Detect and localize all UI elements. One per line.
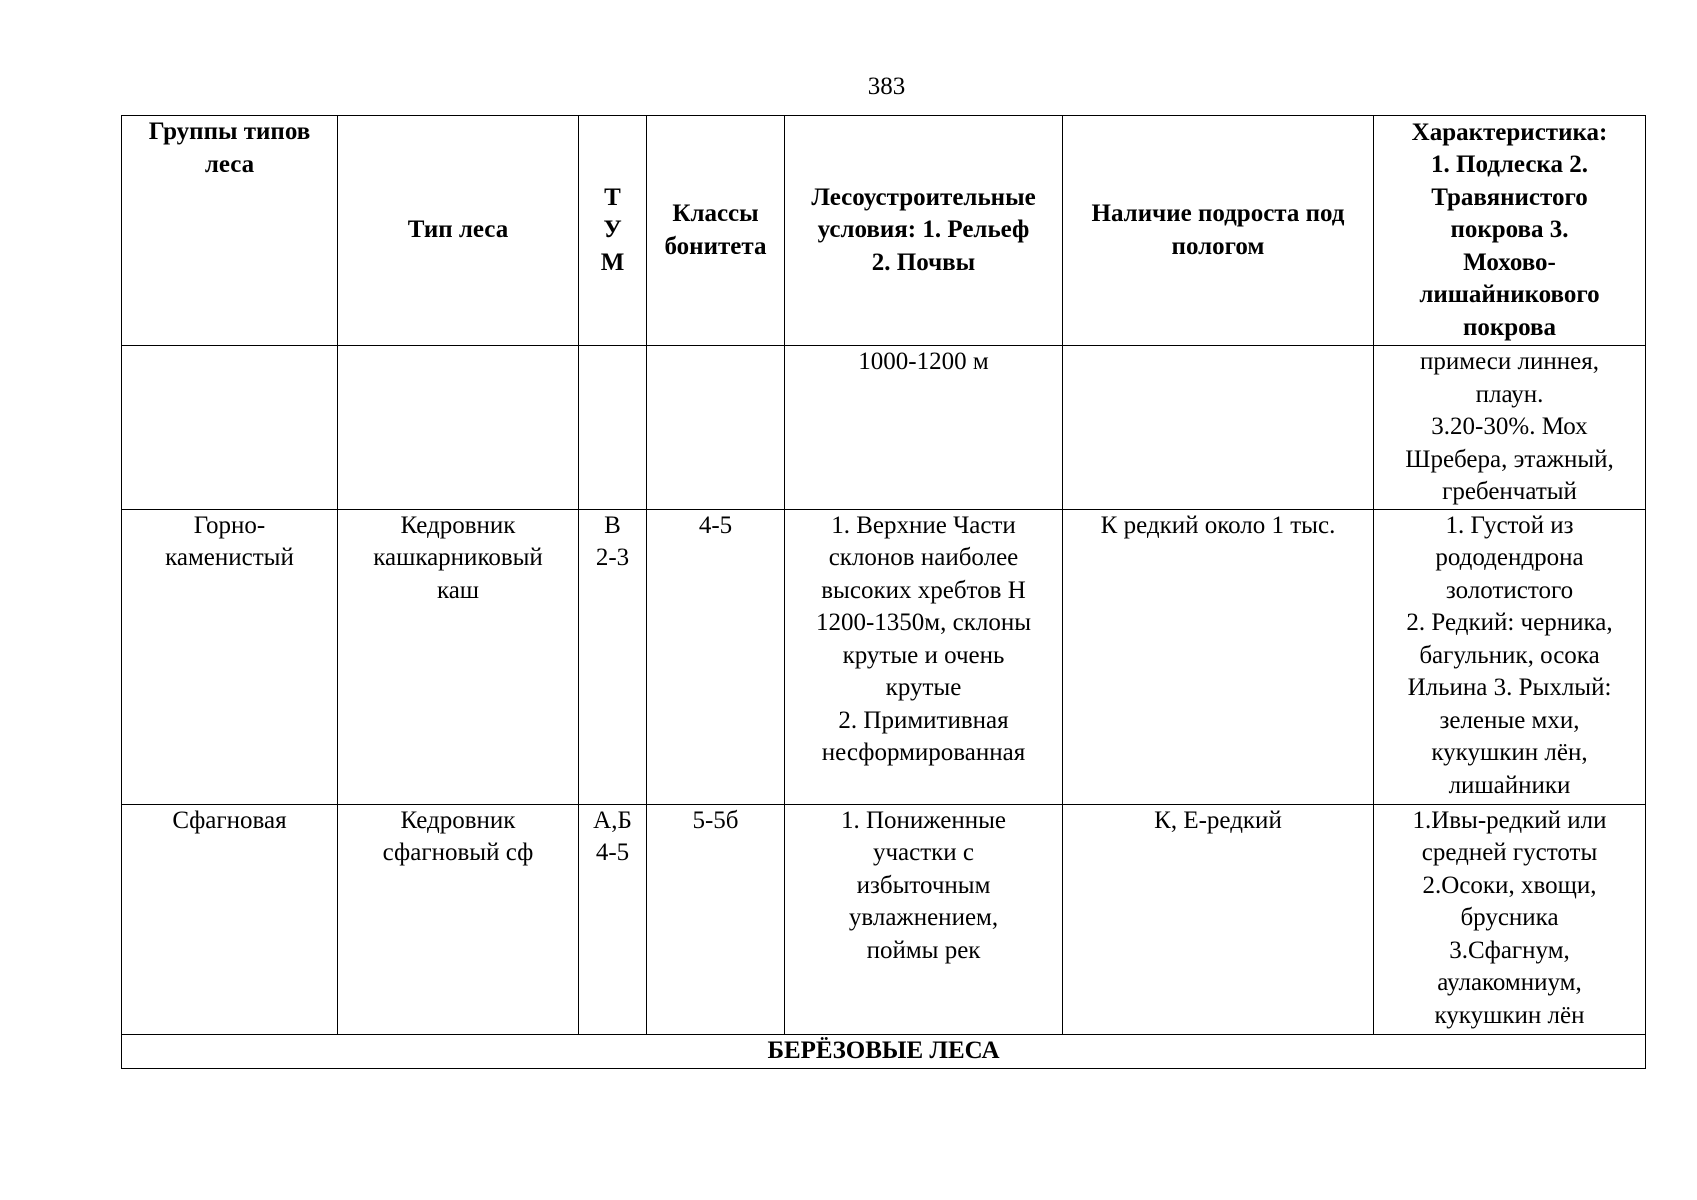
cell-group [122, 804, 338, 1034]
cell-characteristics [1374, 346, 1646, 510]
cell-bonitet [647, 509, 785, 804]
cell-line: кукушкин лён [1434, 1001, 1585, 1029]
cell-line: 2.Осоки, хвощи, [1422, 871, 1597, 899]
cell-line: 1200-1350м, склоны [815, 609, 1032, 636]
cell-line: М [600, 248, 625, 276]
cell-line: Ильина 3. Рыхлый: [1407, 674, 1612, 701]
cell-tum [579, 346, 647, 510]
header-group [122, 116, 338, 346]
table-row [122, 509, 1646, 804]
cell-line: избыточным [856, 871, 991, 899]
cell-line: 4-5 [698, 511, 733, 539]
section-title: БЕРЁЗОВЫЕ ЛЕСА [122, 1034, 1646, 1068]
cell-line: Характеристика: [1411, 118, 1608, 146]
cell-tum [579, 509, 647, 804]
cell-line: багульник, осока [1419, 641, 1600, 669]
cell-type [338, 509, 579, 804]
cell-line: рододендрона [1435, 544, 1584, 571]
cell-line: 3.Сфагнум, [1449, 936, 1570, 964]
cell-line: У [603, 216, 622, 244]
cell-line: 1. Пониженные [840, 806, 1006, 834]
page-number: 383 [867, 73, 906, 100]
cell-line: 3.20-30%. Мох [1431, 413, 1588, 440]
cell-line: гребенчатый [1442, 478, 1577, 505]
cell-line: Шребера, этажный, [1405, 445, 1614, 473]
cell-line: Кедровник [400, 806, 516, 834]
cell-line: бонитета [664, 232, 767, 260]
cell-line: увлажнением, [848, 904, 999, 931]
cell-bonitet [647, 346, 785, 510]
cell-line: 2. Почвы [871, 248, 976, 276]
cell-line: сфагновый сф [382, 839, 534, 866]
cell-line: несформированная [821, 739, 1026, 766]
cell-group [122, 346, 338, 510]
cell-line: В [604, 511, 621, 539]
cell-line: каменистый [165, 544, 294, 571]
cell-line: крутые [885, 674, 962, 701]
cell-undergrowth [1063, 346, 1374, 510]
cell-type [338, 346, 579, 510]
header-tum [579, 116, 647, 346]
cell-line: 5-5б [692, 806, 739, 834]
cell-line: Травянистого [1431, 183, 1588, 211]
cell-line: Тип леса [407, 216, 509, 244]
cell-line: К редкий около 1 тыс. [1100, 511, 1336, 539]
header-type [338, 116, 579, 346]
cell-line: каш [436, 576, 480, 604]
cell-line: покрова [1462, 313, 1557, 341]
cell-bonitet [647, 804, 785, 1034]
cell-line: 1000-1200 м [858, 348, 989, 375]
cell-line: лишайникового [1419, 281, 1600, 309]
cell-line: покрова 3. [1450, 216, 1569, 244]
cell-line: условия: 1. Рельеф [817, 216, 1030, 244]
cell-line: 4-5 [595, 839, 630, 866]
cell-line: участки с [872, 839, 975, 866]
cell-conditions [785, 509, 1063, 804]
cell-line: кукушкин лён, [1431, 739, 1588, 766]
cell-line: брусника [1460, 904, 1559, 931]
header-characteristics [1374, 116, 1646, 346]
forest-types-table [121, 115, 1646, 1069]
cell-line: 1.Ивы-редкий или [1412, 806, 1607, 834]
cell-line: 2-3 [595, 544, 630, 571]
section-row [122, 1034, 1646, 1068]
cell-line: Т [604, 183, 621, 211]
cell-line: Группы типов [148, 118, 311, 145]
table-row [122, 804, 1646, 1034]
cell-characteristics [1374, 509, 1646, 804]
cell-group [122, 509, 338, 804]
cell-line: Классы [672, 200, 759, 227]
cell-line: крутые и очень [842, 641, 1005, 669]
header-row [122, 116, 1646, 346]
cell-line: 1. Верхние Части [831, 511, 1016, 539]
cell-line: Лесоустроительные [811, 183, 1036, 211]
cell-line: пологом [1171, 232, 1265, 260]
cell-line: кашкарниковый [373, 544, 543, 571]
cell-type [338, 804, 579, 1034]
cell-line: зеленые мхи, [1439, 706, 1580, 734]
cell-line: 1. Густой из [1445, 511, 1574, 539]
cell-line: аулакомниум, [1437, 969, 1582, 996]
cell-line: Наличие подроста под [1091, 200, 1345, 227]
cell-line: средней густоты [1421, 839, 1598, 866]
cell-conditions [785, 346, 1063, 510]
cell-line: склонов наиболее [828, 544, 1019, 571]
table-row [122, 346, 1646, 510]
cell-conditions [785, 804, 1063, 1034]
cell-line: Кедровник [400, 511, 516, 539]
header-bonitet [647, 116, 785, 346]
cell-line: 1. Подлеска 2. [1431, 151, 1588, 179]
cell-line: высоких хребтов Н [821, 576, 1026, 604]
header-undergrowth [1063, 116, 1374, 346]
cell-line: лишайники [1448, 771, 1571, 799]
cell-line: 2. Примитивная [838, 706, 1009, 734]
cell-line: золотистого [1445, 576, 1574, 604]
header-conditions [785, 116, 1063, 346]
cell-line: А,Б [593, 806, 632, 834]
cell-line: примеси линнея, [1420, 348, 1599, 375]
cell-characteristics [1374, 804, 1646, 1034]
cell-line: леса [204, 150, 255, 178]
cell-line: Горно- [193, 511, 266, 539]
cell-line: 2. Редкий: черника, [1406, 609, 1613, 636]
cell-line: К, Е-редкий [1154, 806, 1282, 834]
cell-undergrowth [1063, 509, 1374, 804]
cell-line: Мохово- [1463, 248, 1556, 276]
cell-line: поймы рек [866, 936, 981, 964]
cell-tum [579, 804, 647, 1034]
cell-undergrowth [1063, 804, 1374, 1034]
cell-line: Сфагновая [172, 806, 287, 834]
cell-line: плаун. [1475, 380, 1544, 408]
